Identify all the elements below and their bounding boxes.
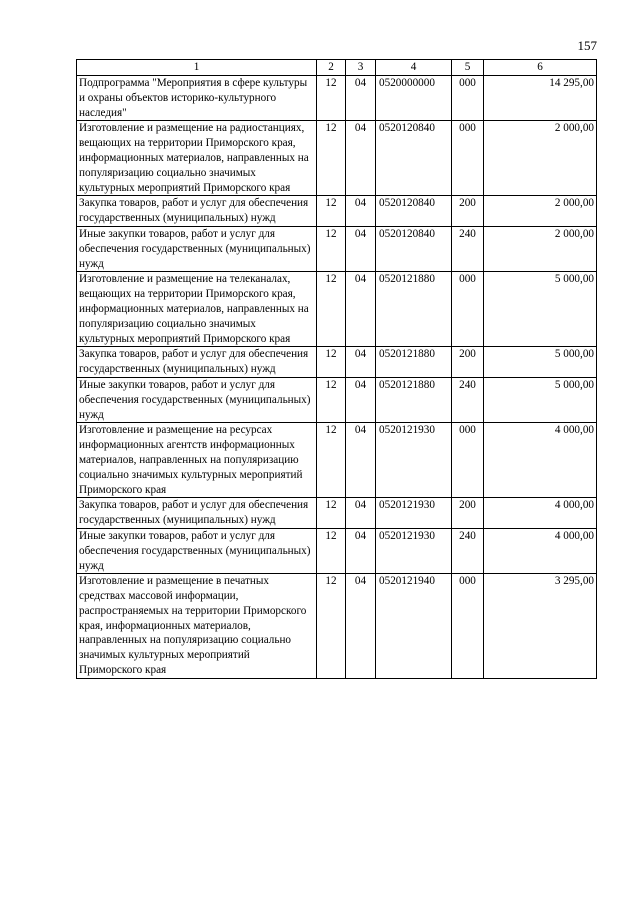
row-subsection: 04 — [346, 121, 376, 196]
row-section: 12 — [317, 574, 346, 679]
row-type: 240 — [452, 377, 484, 422]
row-subsection: 04 — [346, 76, 376, 121]
row-subsection: 04 — [346, 498, 376, 529]
row-amount: 5 000,00 — [484, 347, 597, 378]
row-name: Иные закупки товаров, работ и услуг для обеспечения государственных (муниципальных) нужд — [77, 377, 317, 422]
header-section: 2 — [317, 60, 346, 76]
row-amount: 3 295,00 — [484, 574, 597, 679]
row-type: 000 — [452, 121, 484, 196]
row-subsection: 04 — [346, 574, 376, 679]
table-row — [77, 226, 597, 271]
header-name: 1 — [77, 60, 317, 76]
row-amount: 4 000,00 — [484, 528, 597, 573]
row-type: 000 — [452, 574, 484, 679]
row-subsection: 04 — [346, 226, 376, 271]
row-name: Подпрограмма "Мероприятия в сфере культуры и охраны объектов историко-культурного наследия" — [77, 76, 317, 121]
row-subsection: 04 — [346, 528, 376, 573]
row-type: 000 — [452, 76, 484, 121]
header-target: 4 — [376, 60, 452, 76]
row-amount: 4 000,00 — [484, 423, 597, 498]
row-section: 12 — [317, 347, 346, 378]
row-section: 12 — [317, 498, 346, 529]
row-amount: 14 295,00 — [484, 76, 597, 121]
row-target: 0520121930 — [376, 528, 452, 573]
row-target: 0520120840 — [376, 196, 452, 227]
row-amount: 2 000,00 — [484, 121, 597, 196]
header-amount: 6 — [484, 60, 597, 76]
row-amount: 4 000,00 — [484, 498, 597, 529]
row-type: 240 — [452, 528, 484, 573]
budget-table — [76, 59, 597, 679]
row-amount: 5 000,00 — [484, 272, 597, 347]
table-row — [77, 121, 597, 196]
row-type: 200 — [452, 347, 484, 378]
row-name: Закупка товаров, работ и услуг для обеспечения государственных (муниципальных) нужд — [77, 498, 317, 529]
row-target: 0520121930 — [376, 423, 452, 498]
row-section: 12 — [317, 121, 346, 196]
row-name: Изготовление и размещение на телеканалах, вещающих на территории Приморского края, информационных материалов, направленных на популяризацию социально значимых культурных мероприятий Приморского края — [77, 272, 317, 347]
row-target: 0520000000 — [376, 76, 452, 121]
table-row — [77, 498, 597, 529]
row-subsection: 04 — [346, 272, 376, 347]
row-subsection: 04 — [346, 377, 376, 422]
table-row — [77, 196, 597, 227]
header-subsection: 3 — [346, 60, 376, 76]
row-type: 240 — [452, 226, 484, 271]
row-section: 12 — [317, 423, 346, 498]
row-amount: 5 000,00 — [484, 377, 597, 422]
row-target: 0520121930 — [376, 498, 452, 529]
row-target: 0520120840 — [376, 121, 452, 196]
table-row — [77, 272, 597, 347]
row-section: 12 — [317, 528, 346, 573]
row-target: 0520121880 — [376, 272, 452, 347]
row-name: Закупка товаров, работ и услуг для обеспечения государственных (муниципальных) нужд — [77, 347, 317, 378]
row-section: 12 — [317, 76, 346, 121]
table-row — [77, 528, 597, 573]
row-target: 0520121880 — [376, 347, 452, 378]
table-row — [77, 347, 597, 378]
row-subsection: 04 — [346, 196, 376, 227]
row-target: 0520120840 — [376, 226, 452, 271]
row-type: 200 — [452, 196, 484, 227]
table-row — [77, 377, 597, 422]
row-target: 0520121880 — [376, 377, 452, 422]
row-type: 000 — [452, 272, 484, 347]
row-name: Иные закупки товаров, работ и услуг для обеспечения государственных (муниципальных) нужд — [77, 528, 317, 573]
row-amount: 2 000,00 — [484, 196, 597, 227]
row-name: Закупка товаров, работ и услуг для обеспечения государственных (муниципальных) нужд — [77, 196, 317, 227]
table-row — [77, 76, 597, 121]
page-number: 157 — [577, 38, 597, 53]
row-name: Изготовление и размещение на ресурсах информационных агентств информационных материалов, направленных на популяризацию социально значимых культурных мероприятий Приморского края — [77, 423, 317, 498]
row-name: Иные закупки товаров, работ и услуг для обеспечения государственных (муниципальных) нужд — [77, 226, 317, 271]
row-section: 12 — [317, 272, 346, 347]
row-name: Изготовление и размещение в печатных средствах массовой информации, распространяемых на территории Приморского края, информационных материалов, направленных на популяризацию социально значимых культурных мероприятий Приморского края — [77, 574, 317, 679]
row-type: 000 — [452, 423, 484, 498]
table-header-row — [77, 60, 597, 76]
table-row — [77, 574, 597, 679]
row-section: 12 — [317, 226, 346, 271]
table-row — [77, 423, 597, 498]
row-section: 12 — [317, 377, 346, 422]
row-subsection: 04 — [346, 347, 376, 378]
header-type: 5 — [452, 60, 484, 76]
row-subsection: 04 — [346, 423, 376, 498]
row-section: 12 — [317, 196, 346, 227]
row-type: 200 — [452, 498, 484, 529]
row-target: 0520121940 — [376, 574, 452, 679]
row-name: Изготовление и размещение на радиостанциях, вещающих на территории Приморского края, информационных материалов, направленных на популяризацию социально значимых культурных мероприятий Приморского края — [77, 121, 317, 196]
row-amount: 2 000,00 — [484, 226, 597, 271]
